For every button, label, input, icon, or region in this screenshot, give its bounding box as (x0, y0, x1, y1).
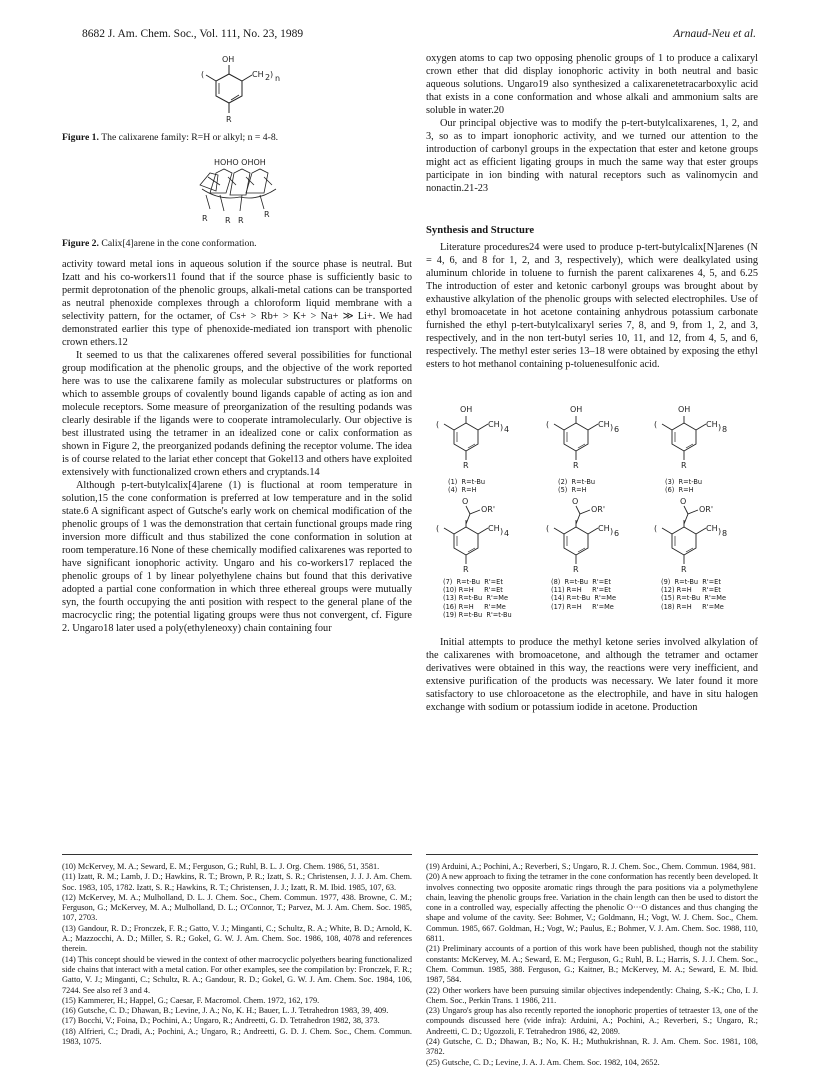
reference: (21) Preliminary accounts of a portion of this work have been published, though not the stability constants: McKervey, M. A.; Seward, E. M.; Ferguson, G.; Ruhl, B. L.; Harris, S. J. J. Chem. Soc., Chem. Commun. 1985, 388. Ferguson, G.; Kaitner, B.; McKervey, M. A.; Seward, E. M. Ibid. 1987, 584. (426, 944, 758, 985)
r-group-label: R (573, 565, 579, 574)
left-column-body (62, 258, 412, 635)
ester-or-label: OR' (481, 505, 496, 514)
reference: (13) Gandour, R. D.; Fronczek, F. R.; Gatto, V. J.; Minganti, C.; Schultz, R. A.; White, B. D.; Arnold, K. A.; Mazzocchi, A. D.; Miller, S. R.; Gokel, G. W. J. Am. Chem. Soc. 1986, 108, 4078 and references therein. (62, 923, 412, 954)
reference: (20) A new approach to fixing the tetramer in the cone conformation has recently been developed. It involves connecting two opposite aromatic rings through the para positions via a polymethylene chain, leaving the phenolic groups free. Variation in the chain length can then be used to distort the cone in a controlled way, especially affecting the phenolic O···O distances and thus changing the shape and volume of the cavity. See: Bohmer, V.; Goldmann, H.; Vogt, W. J. Chem. Soc., Chem. Commun. 1985, 667. Goldman, H.; Vogt, W.; Paulus, E.; Bohmer, V. J. Am. Chem. Soc. 1988, 110, 6811. (426, 872, 758, 944)
methylene-bond (478, 424, 488, 430)
reference: (12) McKervey, M. A.; Mulholland, D. L. J. Chem. Soc., Chem. Commun. 1977, 438. Browne, C. M.; Ferguson, G.; McKervey, M. A.; Mulholland, D. L.; O'Connor, T.; Parvez, M. J. Am. Chem. Soc. 1985, 107, 2703. (62, 892, 412, 923)
right-column-bottom (426, 636, 758, 714)
paragraph: activity toward metal ions in aqueous solution if the source phase is neutral. But Izatt and his co-workers11 found that if the source phase is sufficiently basic to permit deprotonation of the phenolic groups, alkali-metal cations can be transported as neutral phenoxide complexes through a chloroform liquid membrane with a selectivity pattern, for the octamer, of Cs+ > Rb+ > K+ > Na+ ≫ Li+. We had demonstrated earlier this type of phenoxide-mediated ion transport with phenolic crown ethers.12 (62, 259, 412, 348)
reference: (11) Izatt, R. M.; Lamb, J. D.; Hawkins, R. T.; Brown, P. R.; Izatt, S. R.; Christensen, J. J. J. Am. Chem. Soc. 1983, 105, 1782. Izatt, S. R.; Hawkins, R. T.; Christensen, J. J.; Izatt, R. M. Ibid. 1985, 107, 63. (62, 872, 412, 892)
ch2-label: CH (598, 524, 610, 533)
methylene-bond (696, 424, 706, 430)
ester-arm (684, 510, 698, 524)
benzene-ring (564, 527, 588, 555)
ester-or-label: OR' (591, 505, 606, 514)
reference: (10) McKervey, M. A.; Seward, E. M.; Ferguson, G.; Ruhl, B. L. J. Org. Chem. 1986, 51, 3581. (62, 862, 380, 871)
figure1-structure (186, 50, 306, 140)
svg-text:(: ( (201, 70, 205, 79)
carbonyl-oxygen-label: O (572, 497, 579, 506)
methylene-bond (588, 528, 598, 534)
footnote-rule-left (62, 854, 412, 855)
paragraph: Literature procedures24 were used to produce p-tert-butylcalix[N]arenes (N = 4, 6, and 8 for 1, 2, and 3, respectively), which were dealkylated using aluminum chloride in toluene to furnish the parent calixarenes 4, 5, and 6.25 The introduction of ester and ketonic carbonyl groups was brought about by exhaustive alkylation of the phenolic groups with selected electrophiles. Use of ethyl bromoacetate in hot acetone containing anhydrous potassium carbonate furnished the ethyl p-tert-butylcalixaryl series 7, 8, and 9, from 1, 2, and 3, respectively, and in the non tert-butyl series 10, 11, and 12, from 4, 5, and 6, respectively. The methyl ester series 13–18 were obtained by exposing the ethyl esters to hot methanol containing p-toluenesulfonic acid. (426, 242, 758, 370)
ester-arm (466, 510, 480, 524)
bracket-open: ( (546, 420, 550, 429)
bracket-close: ) (500, 423, 504, 432)
figure1-r-label: R (226, 115, 232, 124)
methylene-bond (696, 528, 706, 534)
compound-list-esters-8: (9) R=t-Bu R'=Et (12) R=H R'=Et (15) R=t-Bu R'=Me (18) R=H R'=Me (661, 578, 727, 611)
carbonyl-bond (466, 506, 470, 514)
reference: (15) Kammerer, H.; Happel, G.; Caesar, F. Macromol. Chem. 1972, 162, 179. (62, 995, 320, 1005)
methylene-bond (662, 528, 672, 534)
repeat-count: 8 (722, 529, 728, 538)
running-header-journal: 8682 J. Am. Chem. Soc., Vol. 111, No. 23, 1989 (82, 28, 304, 40)
bracket-open: ( (436, 420, 440, 429)
section-synthesis (426, 224, 758, 371)
reference: (14) This concept should be viewed in the context of other macrocyclic polyethers bearing functionalized side chains that interact with a metal cation. For other examples, see the compilation by: Fronczek, F. R.; Gatto, V. J.; Minganti, C.; Schultz, R. A.; Gandour, R. D.; Gokel, G. W. J. Am. Chem. Soc. 1984, 106, 7244. See also ref 3 and 4. (62, 954, 412, 995)
reference: (24) Gutsche, C. D.; Dhawan, B.; No, K. H.; Muthukrishnan, R. J. Am. Chem. Soc. 1981, 108, 3782. (426, 1037, 758, 1057)
compound-list-esters-6: (8) R=t-Bu R'=Et (11) R=H R'=Et (14) R=t-Bu R'=Me (17) R=H R'=Me (551, 578, 617, 611)
benzene-ring (672, 423, 696, 451)
benzene-ring (454, 423, 478, 451)
paragraph: oxygen atoms to cap two opposing phenolic groups of 1 to produce a calixaryl crown ether that did display ionophoric activity in both neutral and basic aqueous solutions. Ungaro19 also synthesized a calixarenetetracarboxylic acid that exists in a cone conformation and whose alkali and ammonium salts are soluble in water.20 (426, 53, 758, 116)
methylene-bond (554, 424, 564, 430)
ester-or-label: OR' (699, 505, 714, 514)
repeat-count: 6 (614, 425, 620, 434)
reference: (18) Alfrieri, C.; Dradi, A.; Pochini, A.; Ungaro, R.; Andreetti, G. D. J. Chem. Soc., Chem. Commun. 1983, 1075. (62, 1026, 412, 1047)
carbonyl-oxygen-label: O (680, 497, 687, 506)
ester-arm (576, 510, 590, 524)
figure2-r1: R (202, 214, 208, 223)
paragraph: Our principal objective was to modify the p-tert-butylcalixarenes, 1, 2, and 3, so as to impart ionophoric activity, and we turned our attention to the introduction of carbonyl groups in the expectation that ester and ketone groups might act as efficient ligating groups in much the same way that ester groups participate in ion binding with natural receptors such as valinomycin and nonactin.21-23 (426, 118, 758, 194)
svg-text:): ) (270, 70, 274, 79)
compound-list-esters-4: (7) R=t-Bu R'=Et (10) R=H R'=Et (13) R=t-Bu R'=Me (16) R=H R'=Me (19) R=t-Bu R'=t-Bu (443, 578, 512, 619)
ch2-label: CH (706, 524, 718, 533)
bracket-open: ( (436, 524, 440, 533)
figure1-ch2-label: CH (252, 70, 264, 79)
benzene-ring (564, 423, 588, 451)
section-title: Synthesis and Structure (426, 225, 535, 236)
figure1-oh-label: OH (222, 55, 235, 64)
figure2-hydroxyl-labels: HOHO OHOH (214, 158, 266, 167)
figure2-structure (180, 155, 300, 233)
hydroxyl-label: OH (570, 405, 583, 414)
references-left (62, 862, 412, 1047)
methylene-bond (662, 424, 672, 430)
footnote-rule-right (426, 854, 758, 855)
bracket-close: ) (718, 527, 722, 536)
bracket-close: ) (610, 527, 614, 536)
hydroxyl-label: OH (678, 405, 691, 414)
carbonyl-oxygen-label: O (462, 497, 469, 506)
hydroxyl-label: OH (460, 405, 473, 414)
methylene-bond (478, 528, 488, 534)
repeat-count: 8 (722, 425, 728, 434)
reference: (19) Arduini, A.; Pochini, A.; Reverberi, S.; Ungaro, R. J. Chem. Soc., Chem. Commun. 1984, 981. (426, 862, 756, 871)
reference: (17) Bocchi, V.; Foina, D.; Pochini, A.; Ungaro, R.; Andreetti, G. D. Tetrahedron 1982, 38, 373. (62, 1016, 380, 1026)
figure1-caption: Figure 1. The calixarene family: R=H or alkyl; n = 4-8. (62, 132, 279, 143)
methylene-bond (588, 424, 598, 430)
figure2-caption: Figure 2. Calix[4]arene in the cone conformation. (62, 238, 257, 249)
svg-text:2: 2 (265, 73, 271, 82)
reference: (23) Ungaro's group has also recently reported the ionophoric properties of tetraester 13, one of the compounds discussed here (vide infra): Arduini, A.; Pochini, A.; Reverberi, S.; Ungaro, R.; Andreetti, C. D.; Ugozzoli, F. Tetrahedron 1986, 42, 2089. (426, 1006, 758, 1036)
methylene-bond (444, 528, 454, 534)
compound-list-1-4: (1) R=t-Bu (4) R=H (448, 478, 486, 495)
ch2-label: CH (598, 420, 610, 429)
paragraph: It seemed to us that the calixarenes offered several possibilities for functional group modification at the phenolic groups, and the objective of the work reported here was to use the calixarene family as molecular substructures or platforms on which to assemble groups of covalently bound ligands capable of acting as ion and molecule receptors. Some measure of preorganization of the resulting podands was clearly desirable if the ligands were to cooperate intramolecularly. Our objective is best illustrated using the tetramer in an idealized cone or calix conformation as shown in Figure 2, the preorganized podands defining the receptor volume. The idea is of course related to the lariat ether concept that Gokel13 and others have exploited extensively with functionalized crown ethers and cryptands.14 (62, 350, 412, 478)
figure2-r2: R (225, 216, 231, 225)
figure2-r3: R (238, 216, 244, 225)
benzene-ring (454, 527, 478, 555)
right-column-top (426, 52, 758, 195)
bracket-open: ( (546, 524, 550, 533)
bracket-close: ) (718, 423, 722, 432)
bracket-close: ) (500, 527, 504, 536)
paragraph: Initial attempts to produce the methyl ketone series involved alkylation of the calixarenes with bromoacetone, and although the tetramer and octamer derivatives were obtained in this way, the reactions were very inefficient, and extensive purification of the products was necessary. We later found it more satisfactory to use chloroacetone as the electrophile, and have in situ halogen exchange with sodium or potassium iodide in acetone. Production (426, 637, 758, 713)
references-right (426, 862, 758, 1068)
carbonyl-bond (576, 506, 580, 514)
reference: (22) Other workers have been pursuing similar objectives independently: Chaing, S.-K.; Cho, I. J. Chem. Soc., Perkin Trans. 1 1986, 211. (426, 985, 758, 1005)
running-header-authors: Arnaud-Neu et al. (673, 28, 756, 40)
benzene-ring (672, 527, 696, 555)
repeat-count: 4 (504, 529, 510, 538)
bracket-close: ) (610, 423, 614, 432)
methylene-bond (554, 528, 564, 534)
r-group-label: R (681, 461, 687, 470)
ch2-label: CH (706, 420, 718, 429)
bracket-open: ( (654, 524, 658, 533)
ch2-label: CH (488, 524, 500, 533)
paragraph: Although p-tert-butylcalix[4]arene (1) is fluctional at room temperature in solution,15 the cone conformation is preferred at low temperature and in the solid state.6 A significant aspect of Gutsche's early work on chemical modification of the phenolic groups of 1 was the demonstration that certain functional groups made ring inversion more difficult and thus stabilized the cone conformation in solution at room temperature.16 None of these chemically modified calixarenes was reported to have significant ionophoric activity. Ungaro and his co-workers17 replaced the phenolic groups of 1 by linear polyethylene chains but found that this derivative adopted a partial cone conformation in which three ethereal groups were mutually syn, the fourth occupying the anti position with respect to the general plane of the macrocyclic ring; the potential ligating groups were thus not convergent, cf. Figure 2. Ungaro18 later used a poly(ethyleneoxy) chain containing four (62, 480, 412, 634)
reference: (25) Gutsche, C. D.; Levine, J. A. J. Am. Chem. Soc. 1982, 104, 2652. (426, 1057, 660, 1067)
reference: (16) Gutsche, C. D.; Dhawan, B.; Levine, J. A.; No, K. H.; Bauer, L. J. Tetrahedron 1983, 39, 409. (62, 1006, 389, 1016)
repeat-count: 4 (504, 425, 510, 434)
compound-list-2-5: (2) R=t-Bu (5) R=H (558, 478, 596, 495)
r-group-label: R (573, 461, 579, 470)
methylene-bond (444, 424, 454, 430)
compound-list-3-6: (3) R=t-Bu (6) R=H (665, 478, 703, 495)
svg-text:n: n (275, 74, 281, 83)
r-group-label: R (463, 565, 469, 574)
r-group-label: R (681, 565, 687, 574)
ch2-label: CH (488, 420, 500, 429)
repeat-count: 6 (614, 529, 620, 538)
bracket-open: ( (654, 420, 658, 429)
carbonyl-bond (684, 506, 688, 514)
r-group-label: R (463, 461, 469, 470)
figure2-r4: R (264, 210, 270, 219)
